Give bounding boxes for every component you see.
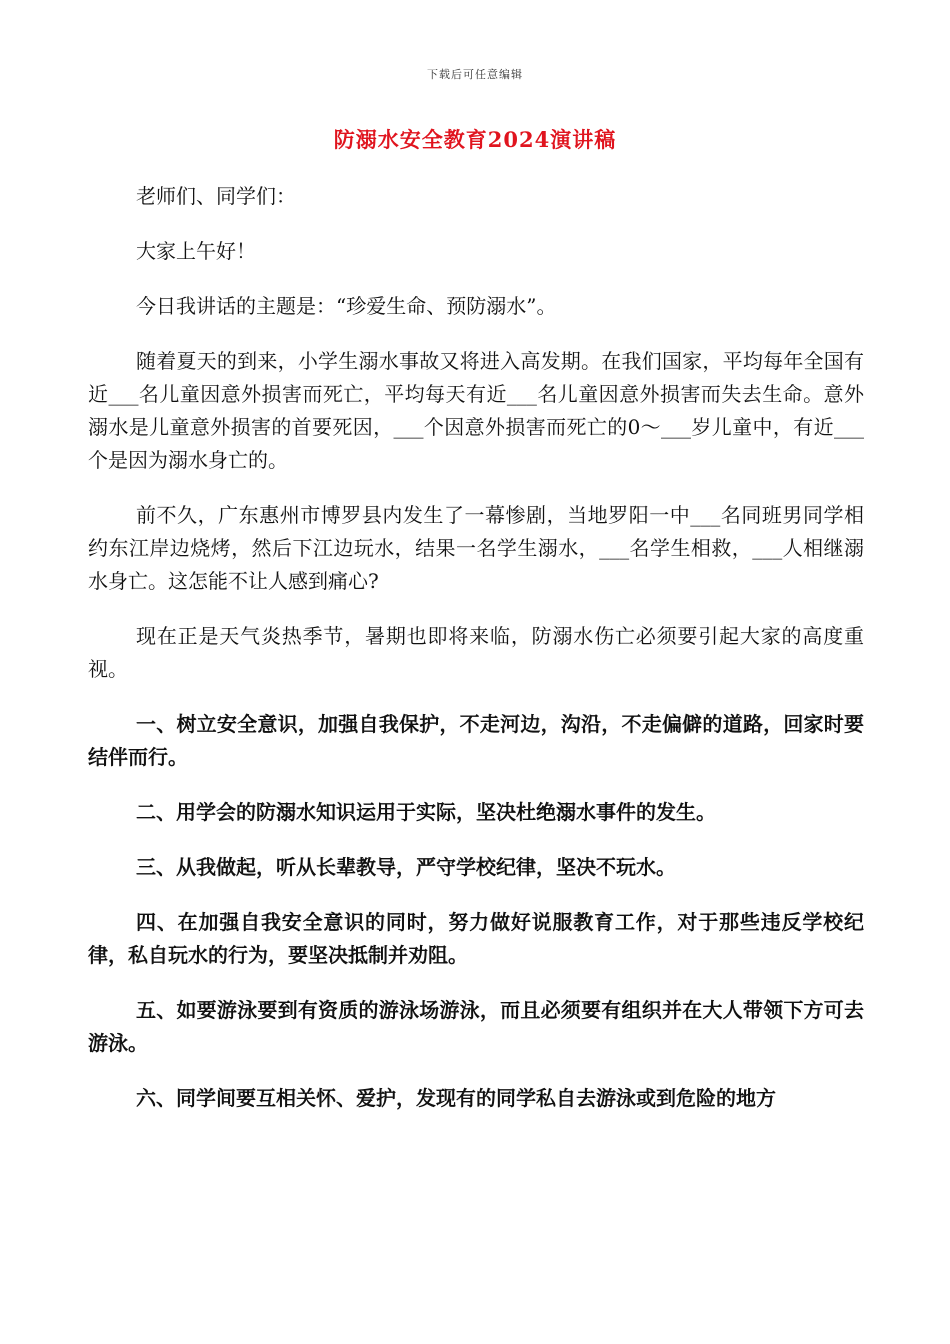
theme-paragraph: 今日我讲话的主题是：“珍爱生命、预防溺水”。 [136, 294, 557, 318]
salutation-paragraph: 大家上午好！ [136, 239, 256, 263]
greeting-paragraph: 老师们、同学们： [136, 184, 296, 208]
season-paragraph: 现在正是天气炎热季节，暑期也即将来临，防溺水伤亡必须要引起大家的高度重视。 [88, 624, 864, 681]
point-4: 四、在加强自我安全意识的同时，努力做好说服教育工作，对于那些违反学校纪律，私自玩水的行为，要坚决抵制并劝阻。 [88, 910, 864, 967]
point-6: 六、同学间要互相关怀、爱护，发现有的同学私自去游泳或到危险的地方 [136, 1086, 776, 1110]
incident-paragraph: 前不久，广东惠州市博罗县内发生了一幕惨剧，当地罗阳一中___名同班男同学相约东江岸边烧烤，然后下江边玩水，结果一名学生溺水，___名学生相救，___人相继溺水身亡。这怎能不让人感到痛心? [88, 503, 864, 593]
point-5: 五、如要游泳要到有资质的游泳场游泳，而且必须要有组织并在大人带领下方可去游泳。 [88, 998, 864, 1055]
point-2: 二、用学会的防溺水知识运用于实际，坚决杜绝溺水事件的发生。 [136, 800, 716, 824]
document-title: 防溺水安全教育2024演讲稿 [333, 127, 617, 152]
statistics-paragraph: 随着夏天的到来，小学生溺水事故又将进入高发期。在我们国家，平均每年全国有近___名儿童因意外损害而死亡，平均每天有近___名儿童因意外损害而失去生命。意外溺水是儿童意外损害的首要死因，___个因意外损害而死亡的0～___岁儿童中，有近___个是因为溺水身亡的。 [88, 349, 864, 472]
document-body [88, 180, 864, 1115]
point-3: 三、从我做起，听从长辈教导，严守学校纪律，坚决不玩水。 [136, 855, 676, 879]
point-1: 一、树立安全意识，加强自我保护，不走河边，沟沿，不走偏僻的道路，回家时要结伴而行。 [88, 712, 864, 769]
header-note: 下载后可任意编辑 [427, 68, 523, 81]
